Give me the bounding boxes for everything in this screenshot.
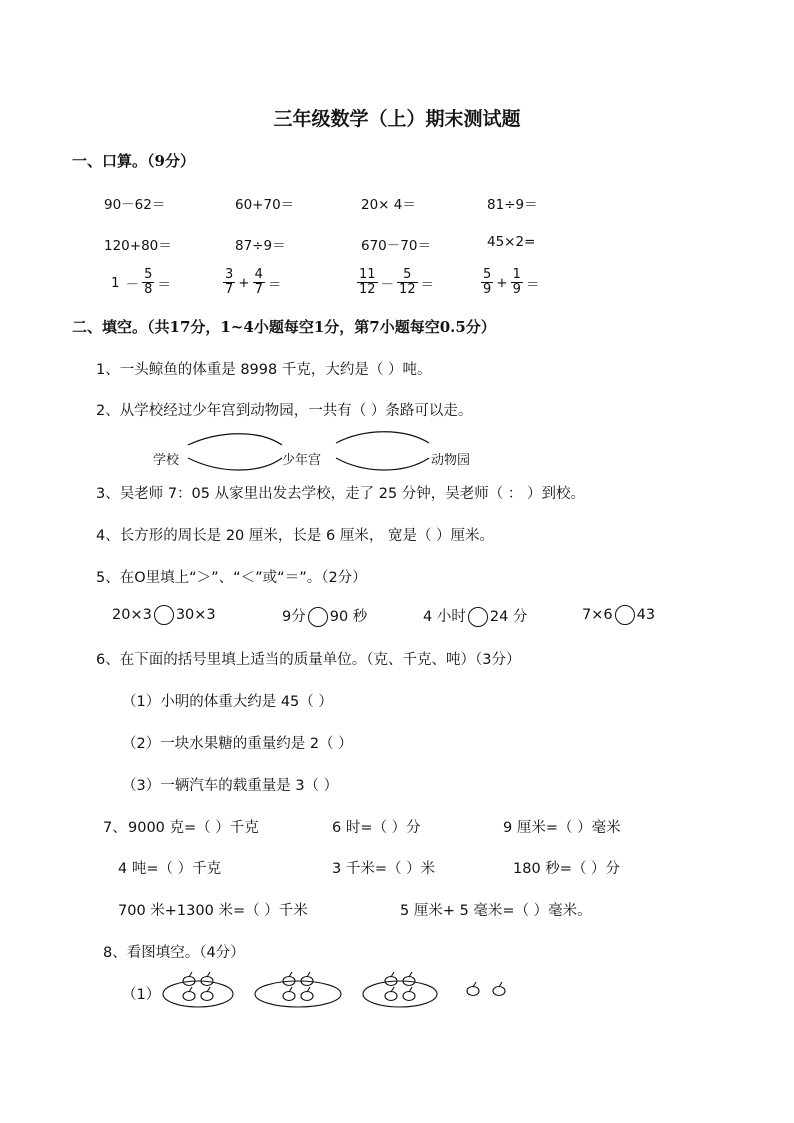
q7-item: 700 米+1300 米=（ ）千米 [118,903,308,919]
q7-item: 180 秒=（ ）分 [513,861,621,877]
calc-2-4: 45×2= [487,234,536,250]
operator: + [496,274,508,291]
group-ellipse [363,981,437,1007]
compare-left: 4 小时 [423,609,466,625]
q7-item: 4 吨=（ ）千克 [118,861,222,877]
numerator: 5 [403,267,412,282]
label-zoo: 动物园 [431,453,471,468]
compare-right: 24 分 [489,609,528,625]
equals: ＝ [267,276,282,293]
compare-item-2 [282,605,367,627]
compare-right: 90 秒 [329,609,368,625]
numerator: 3 [225,267,234,282]
compare-right: 30×3 [175,607,216,623]
calc-1-4: 81÷9＝ [487,197,538,213]
calc-1-1: 90－62＝ [104,197,166,213]
equals: ＝ [525,276,540,293]
question-5: 5、在O里填上“＞”、“＜”或“＝”。（2分） [96,570,367,586]
denominator: 12 [359,282,376,297]
fraction [253,268,265,297]
question-7-label: 7、 [103,820,127,836]
label-school: 学校 [153,453,180,468]
route-path [336,458,429,470]
question-8: 8、看图填空。（4分） [103,945,245,961]
question-2: 2、从学校经过少年宫到动物园，一共有（ ）条路可以走。 [96,403,473,419]
fraction-lead: 1 [111,274,120,291]
route-path [188,458,282,470]
group-ellipse [163,981,233,1007]
question-6-item-3: （3）一辆汽车的载重量是 3（ ） [122,778,339,794]
numerator: 5 [483,267,492,282]
question-6-item-2: （2）一块水果糖的重量约是 2（ ） [122,736,353,752]
operator: － [125,276,140,293]
apple-icon [385,972,415,1001]
apple-icon [467,982,505,996]
q7-item: 5 厘米+ 5 毫米=（ ）毫米。 [400,903,592,919]
page-title: 三年级数学（上）期末测试题 [273,108,521,130]
calc-2-3: 670－70＝ [361,238,431,254]
question-1: 1、一头鲸鱼的体重是 8998 千克，大约是（ ）吨。 [96,362,432,378]
denominator: 9 [483,282,492,297]
apple-icon [283,972,313,1001]
compare-left: 20×3 [112,607,152,623]
calc-3-4 [481,268,542,297]
answer-circle[interactable] [468,607,488,627]
denominator: 12 [399,282,416,297]
question-6: 6、在下面的括号里填上适当的质量单位。（克、千克、吨）（3分） [96,652,521,668]
q7-item: 3 千米=（ ）米 [332,861,436,877]
numerator: 11 [359,267,376,282]
numerator: 1 [512,267,521,282]
calc-2-2: 87÷9＝ [235,238,286,254]
section2-heading: 二、填空。（共17分，1~4小题每空1分，第7小题每空0.5分） [72,318,496,336]
compare-item-4 [582,605,655,625]
fraction [142,268,154,297]
compare-right: 43 [636,607,656,623]
calc-3-2 [223,268,284,297]
denominator: 8 [144,282,153,297]
q7-item: 9000 克=（ ）千克 [128,820,259,836]
compare-item-3 [423,605,527,627]
fraction [511,268,523,297]
q7-item: 9 厘米=（ ）毫米 [503,820,621,836]
equals: ＝ [157,276,171,293]
compare-left: 7×6 [582,607,613,623]
answer-circle[interactable] [308,607,328,627]
apple-groups-figure [160,966,520,1016]
equals: ＝ [420,276,435,293]
answer-circle[interactable] [154,605,174,625]
q7-item: 6 时=（ ）分 [332,820,421,836]
section1-heading: 一、口算。（9分） [72,152,195,170]
numerator: 5 [144,267,153,282]
route-path [188,434,282,445]
calc-1-3: 20× 4＝ [361,197,416,213]
calc-2-1: 120+80＝ [104,238,172,254]
calc-1-2: 60+70＝ [235,197,295,213]
numerator: 4 [254,267,263,282]
denominator: 7 [225,282,234,297]
question-4: 4、长方形的周长是 20 厘米，长是 6 厘米， 宽是（ ）厘米。 [96,528,495,544]
question-3: 3、吴老师 7：05 从家里出发去学校，走了 25 分钟，吴老师（ ： ）到校。 [96,486,586,502]
answer-circle[interactable] [615,605,635,625]
operator: － [380,276,395,293]
fraction [223,268,235,297]
question-8-sub-1: （1） [122,987,161,1003]
group-ellipse [255,981,341,1007]
compare-item-1 [112,605,216,625]
calc-3-1 [108,268,174,297]
denominator: 7 [254,282,263,297]
fraction [397,268,418,297]
denominator: 9 [512,282,521,297]
fraction [481,268,493,297]
compare-left: 9分 [282,609,306,625]
question-6-item-1: （1）小明的体重大约是 45（ ） [122,694,333,710]
label-youth-palace: 少年宫 [282,453,322,468]
apple-icon [183,972,213,1001]
operator: + [238,274,250,291]
route-path [336,432,429,443]
fraction [357,268,378,297]
calc-3-3 [357,268,437,297]
